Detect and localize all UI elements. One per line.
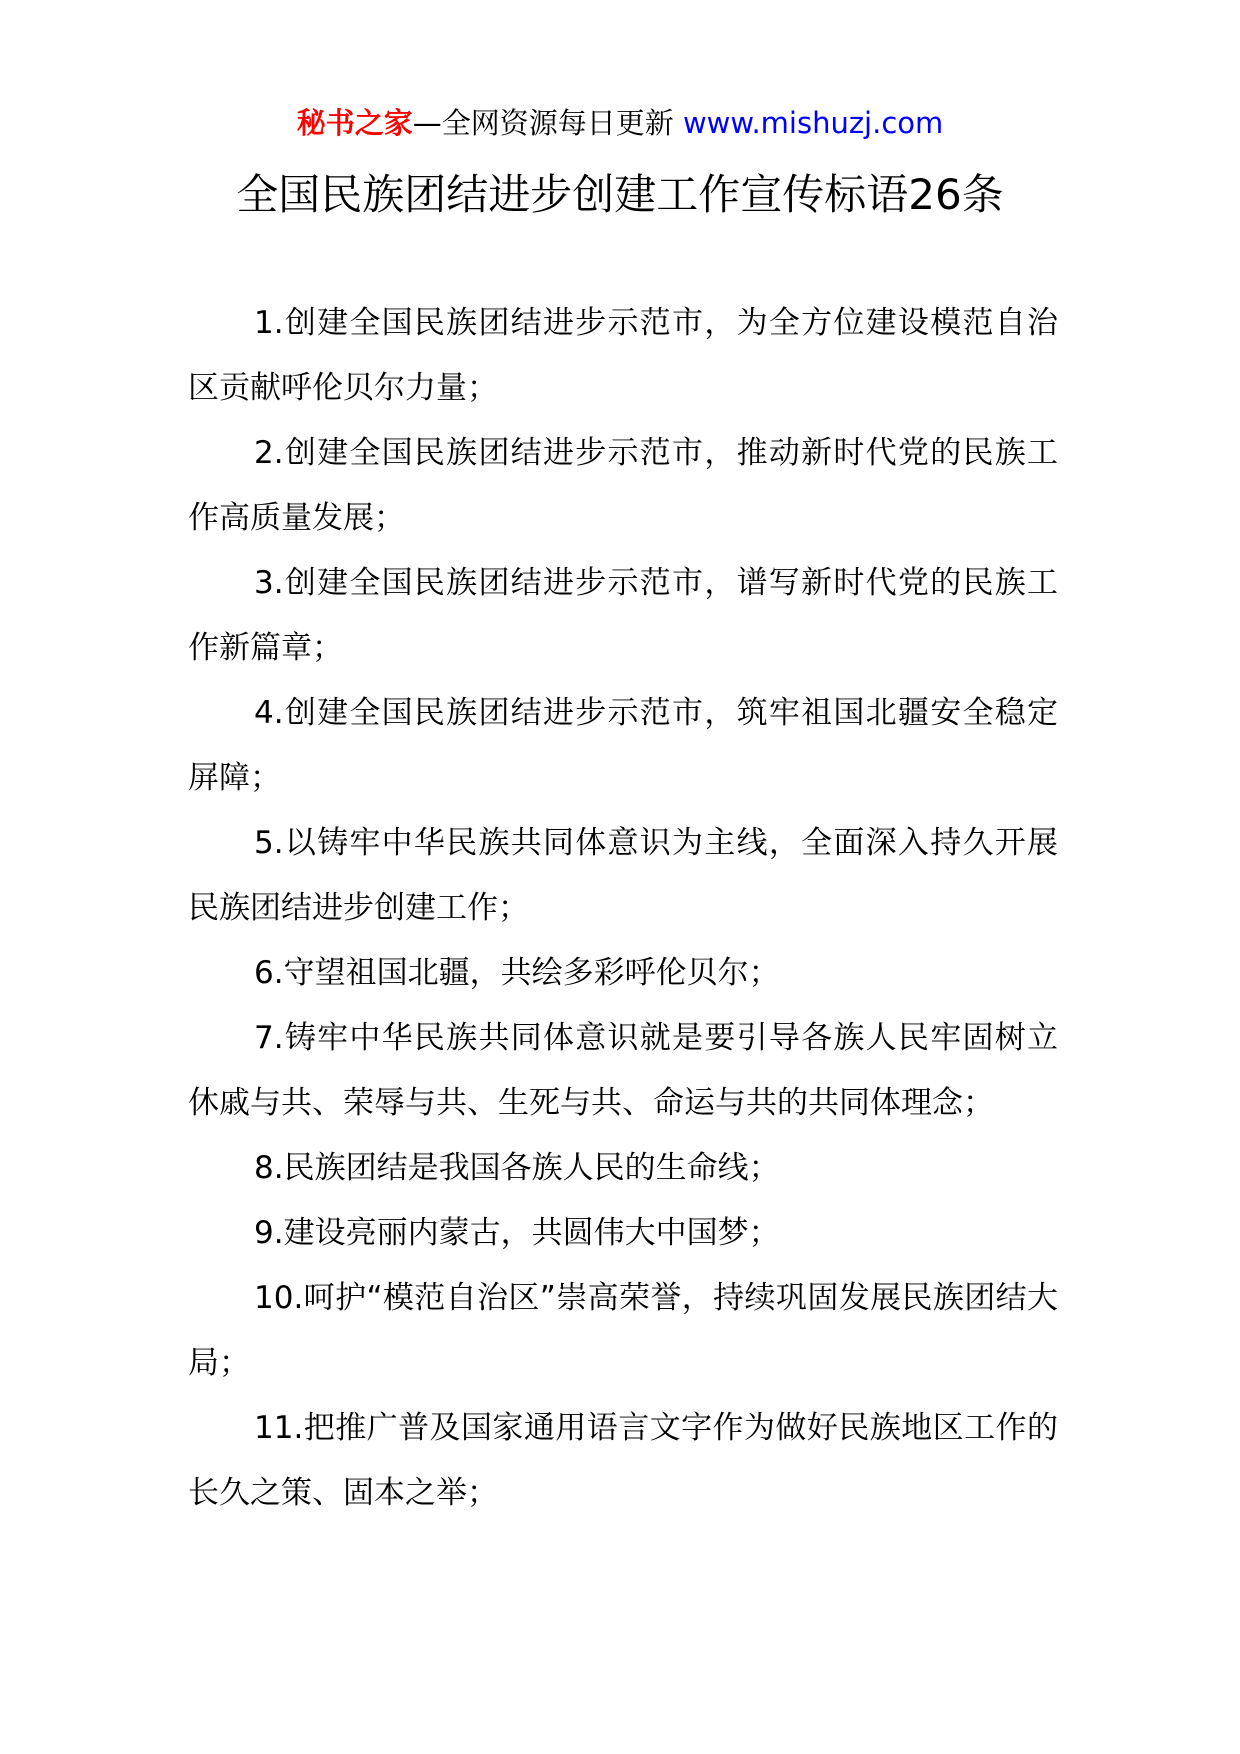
slogan-item-6: 6.守望祖国北疆，共绘多彩呼伦贝尔； — [254, 955, 780, 991]
slogan-item-8: 8.民族团结是我国各族人民的生命线； — [254, 1150, 780, 1186]
slogan-item-11: 11.把推广普及国家通用语言文字作为做好民族地区工作的长久之策、固本之举； — [188, 1410, 1058, 1511]
slogan-item-7: 7.铸牢中华民族共同体意识就是要引导各族人民牢固树立休戚与共、荣辱与共、生死与共、命运与共的共同体理念； — [188, 1020, 1058, 1121]
slogan-item-5: 5.以铸牢中华民族共同体意识为主线，全面深入持久开展民族团结进步创建工作； — [188, 825, 1058, 926]
slogan-item-2: 2.创建全国民族团结进步示范市，推动新时代党的民族工作高质量发展； — [188, 435, 1058, 536]
slogan-item-4: 4.创建全国民族团结进步示范市，筑牢祖国北疆安全稳定屏障； — [188, 695, 1058, 796]
site-url-link[interactable]: www.mishuzj.com — [682, 106, 944, 140]
site-tagline: —全网资源每日更新 — [412, 106, 674, 140]
slogan-item-10: 10.呵护“模范自治区”崇高荣誉，持续巩固发展民族团结大局； — [188, 1280, 1058, 1381]
slogan-item-1: 1.创建全国民族团结进步示范市，为全方位建设模范自治区贡献呼伦贝尔力量； — [188, 305, 1058, 406]
slogan-item-9: 9.建设亮丽内蒙古，共圆伟大中国梦； — [254, 1215, 780, 1251]
document-title: 全国民族团结进步创建工作宣传标语26条 — [236, 170, 1004, 219]
document-body — [188, 291, 1058, 1526]
site-header — [0, 103, 1240, 143]
slogan-item-3: 3.创建全国民族团结进步示范市，谱写新时代党的民族工作新篇章； — [188, 565, 1058, 666]
site-brand: 秘书之家 — [296, 106, 413, 140]
